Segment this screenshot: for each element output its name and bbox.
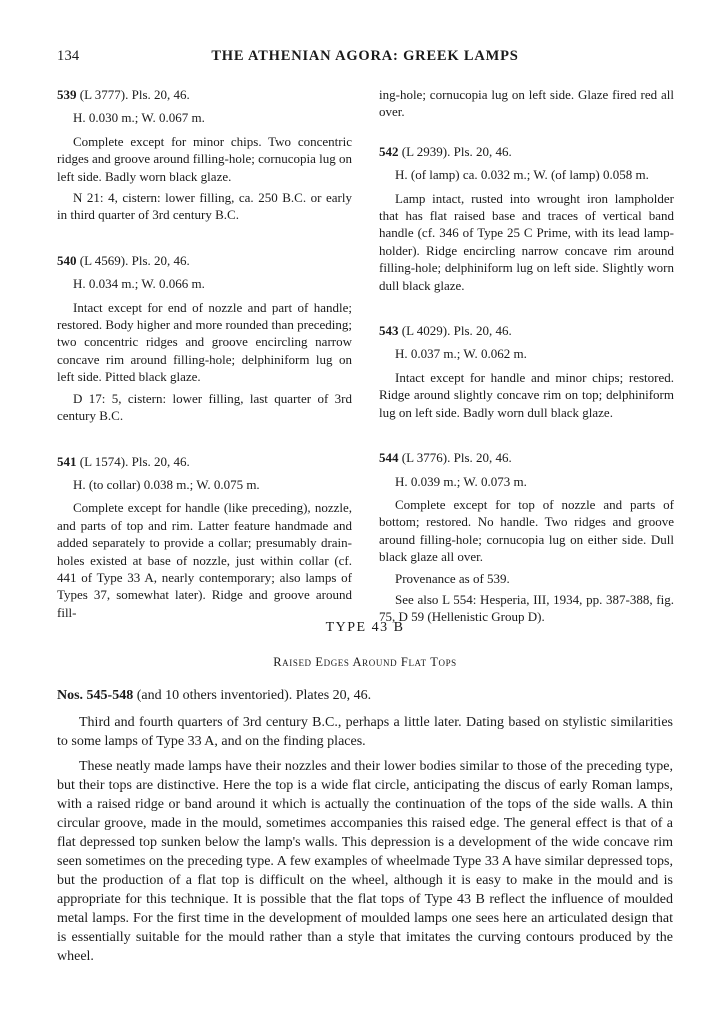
entry-measurements: H. (to collar) 0.038 m.; W. 0.075 m.: [73, 476, 260, 492]
entry-description: Lamp intact, rusted into wrought iron lampholder that has flat raised base and traces of vertical band handle (cf. 346 of Type 25 C Prime, with its lead lamp-holder). Ridge encircling narrow concave rim around filling-hole; delphiniform lug on left side. Slightly worn dull black glaze.: [379, 190, 674, 293]
catalogue-entry-543: [379, 322, 674, 421]
entry-heading: 539 (L 3777). Pls. 20, 46.: [57, 87, 190, 102]
catalogue-entry-542: [379, 143, 674, 294]
left-column: [57, 86, 352, 649]
entry-description: Intact except for end of nozzle and part of handle; restored. Body higher and more rounded than preceding; two concentric ridges and groove encircling narrow concave rim around filling-hole; delphiniform lug on left side. Pitted black glaze.: [57, 299, 352, 385]
entry-description: Intact except for handle and minor chips; restored. Ridge around slightly concave rim on top; delphiniform lug on left side. Badly worn dull black glaze.: [379, 369, 674, 420]
section-numbers-line: Nos. 545-548 (and 10 others inventoried). Plates 20, 46.: [57, 688, 372, 703]
entry-541-continuation: ing-hole; cornucopia lug on left side. Glaze fired red all over.: [379, 87, 674, 120]
right-column: [379, 86, 674, 654]
section-paragraph-dating: Third and fourth quarters of 3rd century B.C., perhaps a little later. Dating based on stylistic similarities to some lamps of Type 33 A, and on the finding places.: [57, 715, 673, 749]
entry-context: D 17: 5, cistern: lower filling, last quarter of 3rd century B.C.: [57, 390, 352, 424]
entry-measurements: H. 0.034 m.; W. 0.066 m.: [73, 276, 205, 292]
catalogue-entry-541: [57, 453, 352, 622]
entry-description: Complete except for minor chips. Two concentric ridges and groove around filling-hole; cornucopia lug on left side. Badly worn black glaze.: [57, 133, 352, 184]
catalogue-entry-539: [57, 86, 352, 224]
entry-heading: 542 (L 2939). Pls. 20, 46.: [379, 143, 512, 159]
entry-heading: 543 (L 4029). Pls. 20, 46.: [379, 323, 512, 339]
entry-heading: 544 (L 3776). Pls. 20, 46.: [379, 450, 512, 466]
section-subtitle: Raised Edges Around Flat Tops: [273, 655, 457, 669]
running-title: THE ATHENIAN AGORA: GREEK LAMPS: [211, 48, 519, 64]
entry-provenance: Provenance as of 539.: [395, 570, 510, 586]
entry-measurements: H. 0.037 m.; W. 0.062 m.: [395, 346, 527, 362]
running-head: [57, 48, 673, 68]
section-title: TYPE 43 B: [325, 620, 405, 635]
page-number: 134: [57, 48, 80, 64]
entry-see-also: See also L 554: Hesperia, III, 1934, pp. 387-388, fig. 75, D 59 (Hellenistic Group D).: [379, 591, 674, 625]
entry-heading: 541 (L 1574). Pls. 20, 46.: [57, 453, 190, 469]
entry-context: N 21: 4, cistern: lower filling, ca. 250 B.C. or early in third quarter of 3rd century B.C.: [57, 190, 352, 223]
entry-heading: 540 (L 4569). Pls. 20, 46.: [57, 252, 190, 268]
entry-description: Complete except for handle (like preceding), nozzle, and parts of top and rim. Latter feature handmade and added separately to provide a collar; presumably drain-holes existed at base of nozzle, just within collar (cf. 441 of Type 33 A, nearly contemporary; also lamps of Types 37, somewhat later). Ridge and groove around fill-: [57, 500, 352, 620]
section-paragraph-description: These neatly made lamps have their nozzles and their lower bodies similar to those of the preceding type, but their tops are distinctive. Here the top is a wide flat circle, anticipating the discus of early Roman lamps, with a raised ridge or band around it which is actually the continuation of the tops of the side walls. A thin circular groove, made in the mould, sometimes accompanies this raised edge. The general effect is that of a flat depressed top sunken below the lamp's walls. This depression is a development of the wide concave rim seen sometimes on the preceding type. A few examples of wheelmade Type 33 A have similar depressed tops, but the production of a flat top is difficult on the wheel, although it is easy to make in the mould and is appropriate for this technique. It is possible that the flat tops of Type 43 B reflect the influence of moulded metal lamps. For the first time in the development of moulded lamps one sees here an articulated design that is essentially suitable for the mould rather than a style that imitates the curving contours produced by the wheel.: [57, 759, 673, 964]
entry-measurements: H. 0.030 m.; W. 0.067 m.: [73, 110, 205, 126]
catalogue-entry-540: [57, 252, 352, 425]
entry-description: Complete except for top of nozzle and parts of bottom; restored. No handle. Two ridges and groove around filling-hole; cornucopia lug on either side. Dull black glaze all over.: [379, 496, 674, 565]
catalogue-entry-544: [379, 449, 674, 626]
entry-measurements: H. (of lamp) ca. 0.032 m.; W. (of lamp) 0.058 m.: [395, 167, 649, 183]
entry-measurements: H. 0.039 m.; W. 0.073 m.: [395, 473, 527, 489]
